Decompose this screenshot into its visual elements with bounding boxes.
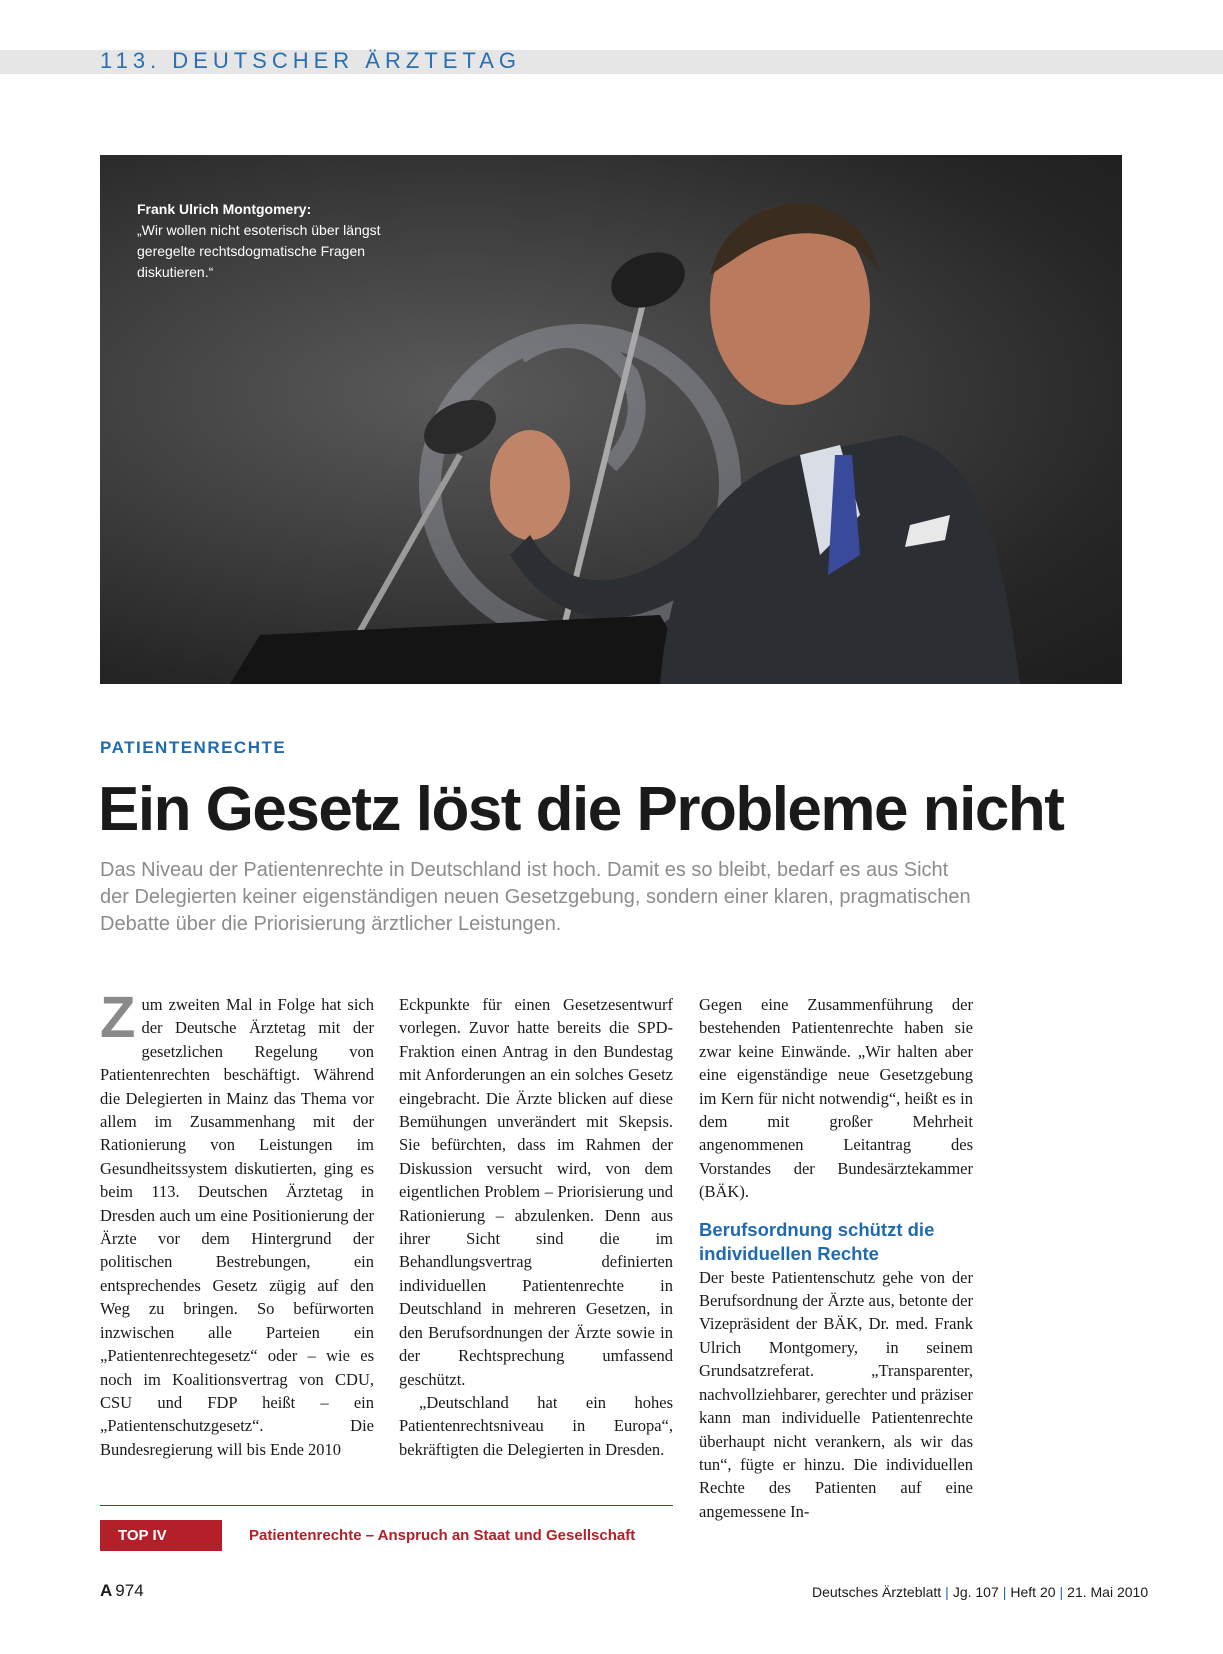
article-kicker: PATIENTENRECHTE xyxy=(100,738,287,757)
body-column-3 xyxy=(699,993,973,1523)
footer-meta xyxy=(812,1584,1148,1600)
caption-speaker-name: Frank Ulrich Montgomery: xyxy=(137,201,312,217)
page-prefix: A xyxy=(100,1581,113,1600)
body-column-1 xyxy=(100,985,374,1461)
agenda-badge: TOP IV xyxy=(100,1520,222,1551)
journal-volume: Jg. 107 xyxy=(952,1584,999,1600)
page-number xyxy=(100,1581,144,1601)
paragraph-1-continued: Eckpunkte für einen Gesetzesentwurf vorlegen. Zuvor hatte bereits die SPD-Fraktion einen Antrag in den Bundestag mit Anforderungen an ein solches Gesetz eingebracht. Die Ärzte blicken auf diese Bemühungen unverändert mit Skepsis. Sie befürchten, dass im Rahmen der Diskussion versucht wird, von dem eigentlichen Problem – Priorisierung und Rationierung – abzulenken. Denn aus ihrer Sicht sind die im Behandlungsvertrag definierten individuellen Patientenrechte in Deutschland in mehreren Gesetzen, in den Berufsordnungen der Ärzte sowie in der Rechtsprechung umfassend geschützt. xyxy=(399,995,673,1389)
caption-quote: „Wir wollen nicht esoterisch über längst geregelte rechtsdogmatische Fragen diskutieren.“ xyxy=(137,222,381,280)
footer-separator: | xyxy=(1059,1584,1064,1600)
footer-separator: | xyxy=(1002,1584,1007,1600)
paragraph-2-continued: Gegen eine Zusammenführung der bestehenden Patientenrechte haben sie zwar keine Einwände. „Wir halten aber eine eigenständige neue Gesetzgebung im Kern für nicht notwendig“, heißt es in dem mit großer Mehrheit angenommenen Leitantrag des Vorstandes der Bundesärztekammer (BÄK). xyxy=(699,995,973,1202)
paragraph-2: „Deutschland hat ein hohes Patientenrechtsniveau in Europa“, bekräftigten die Delegierten in Dresden. xyxy=(399,1392,673,1459)
journal-issue: Heft 20 xyxy=(1010,1584,1056,1600)
journal-date: 21. Mai 2010 xyxy=(1067,1584,1149,1600)
section-subhead: Berufsordnung schützt die individuellen Rechte xyxy=(699,1218,935,1264)
body-column-2 xyxy=(399,993,673,1461)
footer-separator: | xyxy=(945,1584,949,1600)
paragraph-1: um zweiten Mal in Folge hat sich der Deutsche Ärztetag mit der gesetzlichen Regelung von Patientenrechten beschäftigt. Während die Delegierten in Mainz das Thema vor allem im Zusammenhang mit der Rationierung von Leistungen im Gesundheitssystem diskutierten, ging es beim 113. Deutschen Ärztetag in Dresden auch um eine Positionierung der Ärzte vor dem Hintergrund der politischen Bestrebungen, ein entsprechendes Gesetz zügig auf den Weg zu bringen. So befürworten inzwischen alle Parteien ein „Patientenrechtegesetz“ oder – wie es noch im Koalitionsvertrag von CDU, CSU und FDP heißt – ein „Patientenschutzgesetz“. Die Bundesregierung will bis Ende 2010 xyxy=(100,995,374,1459)
drop-cap: Z xyxy=(100,985,136,1050)
agenda-rule xyxy=(100,1505,673,1506)
photo-caption xyxy=(137,199,397,283)
journal-name: Deutsches Ärzteblatt xyxy=(812,1584,942,1600)
page-number-value: 974 xyxy=(115,1581,144,1600)
agenda-title: Patientenrechte – Anspruch an Staat und Gesellschaft xyxy=(249,1527,636,1544)
paragraph-3: Der beste Patientenschutz gehe von der Berufsordnung der Ärzte aus, betonte der Vizepräsident der BÄK, Dr. med. Frank Ulrich Montgomery, in seinem Grundsatzreferat. „Transparenter, nachvollziehbarer, gerechter und präziser kann man individuelle Patientenrechte überhaupt nicht verankern, als wir das tun“, fügte er hinzu. Die individuellen Rechte des Patienten auf eine angemessene In- xyxy=(699,1267,973,1521)
article-lead: Das Niveau der Patientenrechte in Deutschland ist hoch. Damit es so bleibt, bedarf es aus Sicht der Delegierten keiner eigenständigen neuen Gesetzgebung, sondern einer klaren, pragmatischen Debatte über die Priorisierung ärztlicher Leistungen. xyxy=(100,859,971,935)
article-headline: Ein Gesetz löst die Probleme nicht xyxy=(98,775,1064,844)
section-title: 113. DEUTSCHER ÄRZTETAG xyxy=(100,48,522,73)
